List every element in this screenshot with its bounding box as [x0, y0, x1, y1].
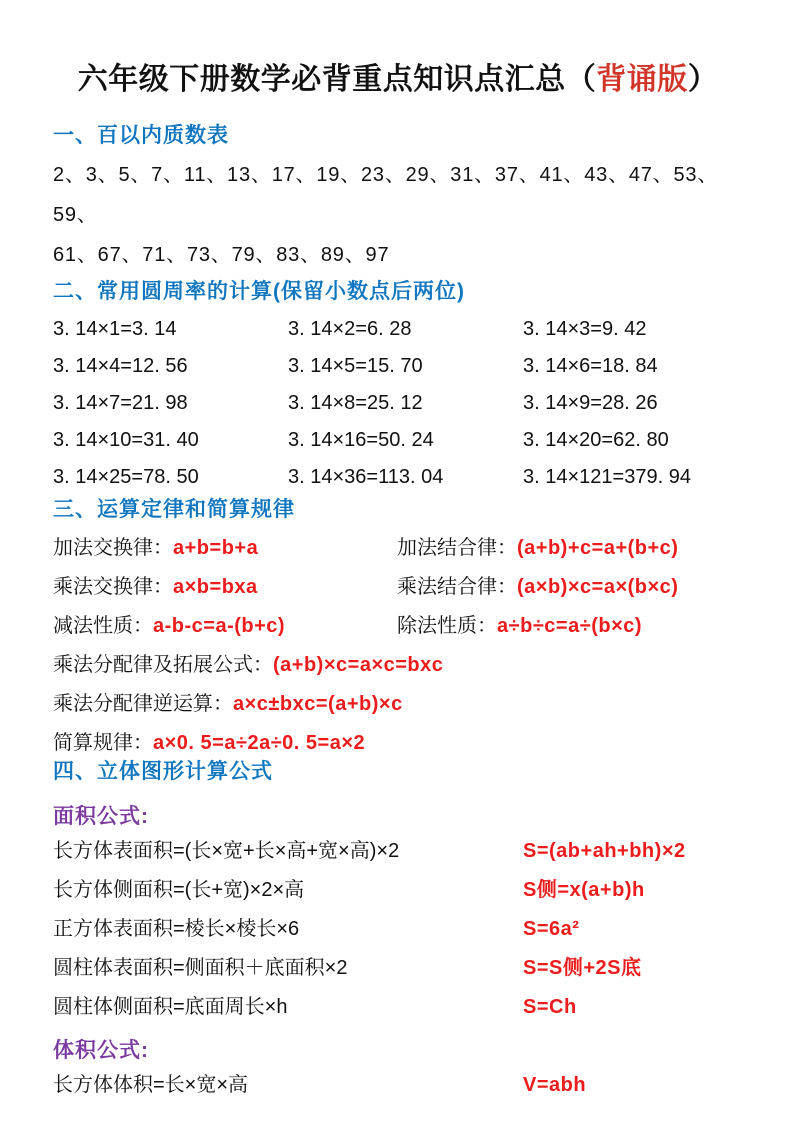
pi-cell: 3. 14×8=25. 12: [288, 392, 423, 414]
title-prefix: 六年级下册数学必背重点知识点汇总（: [77, 63, 597, 96]
formula-expression: S=S侧+2S底: [523, 957, 642, 979]
law-label: 乘法分配律及拓展公式：: [53, 654, 273, 676]
laws-table: [53, 536, 743, 638]
pi-cell: 3. 14×3=9. 42: [523, 318, 647, 340]
formula-row: [53, 956, 743, 980]
pi-cell: 3. 14×7=21. 98: [53, 392, 188, 414]
formula-row: [53, 878, 743, 902]
law-row: [397, 614, 743, 638]
title-highlight: 背诵版: [596, 63, 688, 96]
law-row: [53, 731, 743, 755]
formula-desc: 正方体表面积=棱长×棱长×6: [53, 918, 300, 940]
pi-cell: 3. 14×2=6. 28: [288, 318, 412, 340]
formula-row: [53, 917, 743, 941]
section-heading-primes: 一、百以内质数表: [53, 124, 229, 147]
volume-subheading: 体积公式:: [53, 1039, 149, 1062]
law-row: [397, 575, 743, 599]
formula-desc: 长方体侧面积=(长+宽)×2×高: [53, 879, 305, 901]
law-formula: a×b=bxa: [173, 576, 258, 598]
law-label: 减法性质：: [53, 615, 153, 637]
formula-desc: 长方体体积=长×宽×高: [53, 1074, 249, 1096]
law-label: 乘法结合律：: [397, 576, 517, 598]
formula-desc: 长方体表面积=(长×宽+长×高+宽×高)×2: [53, 840, 400, 862]
pi-cell: 3. 14×1=3. 14: [53, 318, 177, 340]
law-formula: a×0. 5=a÷2a÷0. 5=a×2: [153, 732, 366, 754]
law-label: 加法交换律：: [53, 537, 173, 559]
formula-desc: 圆柱体侧面积=底面周长×h: [53, 996, 288, 1018]
law-row: [53, 653, 743, 677]
primes-line-2: 61、67、71、73、79、83、89、97: [53, 244, 390, 266]
pi-cell: 3. 14×36=113. 04: [288, 466, 444, 488]
primes-line-1: 2、3、5、7、11、13、17、19、23、29、31、37、41、43、47、53、59、: [53, 164, 719, 226]
law-label: 除法性质：: [397, 615, 497, 637]
law-formula: a÷b÷c=a÷(b×c): [497, 615, 643, 637]
formula-expression: S侧=x(a+b)h: [523, 879, 645, 901]
formula-expression: S=6a²: [523, 918, 580, 940]
law-formula: a+b=b+a: [173, 537, 259, 559]
area-subheading: 面积公式:: [53, 805, 149, 828]
pi-cell: 3. 14×10=31. 40: [53, 429, 199, 451]
formula-row: [53, 995, 743, 1019]
formula-expression: S=Ch: [523, 996, 577, 1018]
laws-full-rows: [53, 653, 743, 755]
formula-desc: 圆柱体表面积=侧面积＋底面积×2: [53, 957, 348, 979]
formula-row: [53, 839, 743, 863]
pi-cell: 3. 14×4=12. 56: [53, 355, 188, 377]
pi-cell: 3. 14×5=15. 70: [288, 355, 423, 377]
section-heading-solid: 四、立体图形计算公式: [53, 760, 273, 783]
law-row: [53, 575, 397, 599]
formula-row: [53, 1073, 743, 1097]
law-formula: (a+b)+c=a+(b+c): [517, 537, 679, 559]
law-formula: a×c±bxc=(a+b)×c: [233, 693, 403, 715]
law-formula: a-b-c=a-(b+c): [153, 615, 286, 637]
volume-formula-list: [53, 1073, 743, 1097]
law-formula: (a+b)×c=a×c=bxc: [273, 654, 444, 676]
law-formula: (a×b)×c=a×(b×c): [517, 576, 679, 598]
law-label: 加法结合律：: [397, 537, 517, 559]
law-row: [53, 536, 397, 560]
law-row: [53, 692, 743, 716]
formula-expression: S=(ab+ah+bh)×2: [523, 840, 686, 862]
pi-cell: 3. 14×16=50. 24: [288, 429, 434, 451]
pi-cell: 3. 14×9=28. 26: [523, 392, 658, 414]
section-heading-pi: 二、常用圆周率的计算(保留小数点后两位): [53, 280, 465, 303]
pi-cell: 3. 14×121=379. 94: [523, 466, 691, 488]
formula-expression: V=abh: [523, 1074, 587, 1096]
pi-cell: 3. 14×6=18. 84: [523, 355, 658, 377]
section-heading-laws: 三、运算定律和简算规律: [53, 498, 295, 521]
law-label: 乘法分配律逆运算：: [53, 693, 233, 715]
pi-cell: 3. 14×20=62. 80: [523, 429, 669, 451]
area-formula-list: [53, 839, 743, 1019]
law-row: [397, 536, 743, 560]
page-title: [53, 54, 743, 98]
law-label: 简算规律：: [53, 732, 153, 754]
pi-table: [53, 318, 743, 489]
law-row: [53, 614, 397, 638]
title-suffix: ）: [687, 63, 719, 96]
pi-cell: 3. 14×25=78. 50: [53, 466, 199, 488]
law-label: 乘法交换律：: [53, 576, 173, 598]
